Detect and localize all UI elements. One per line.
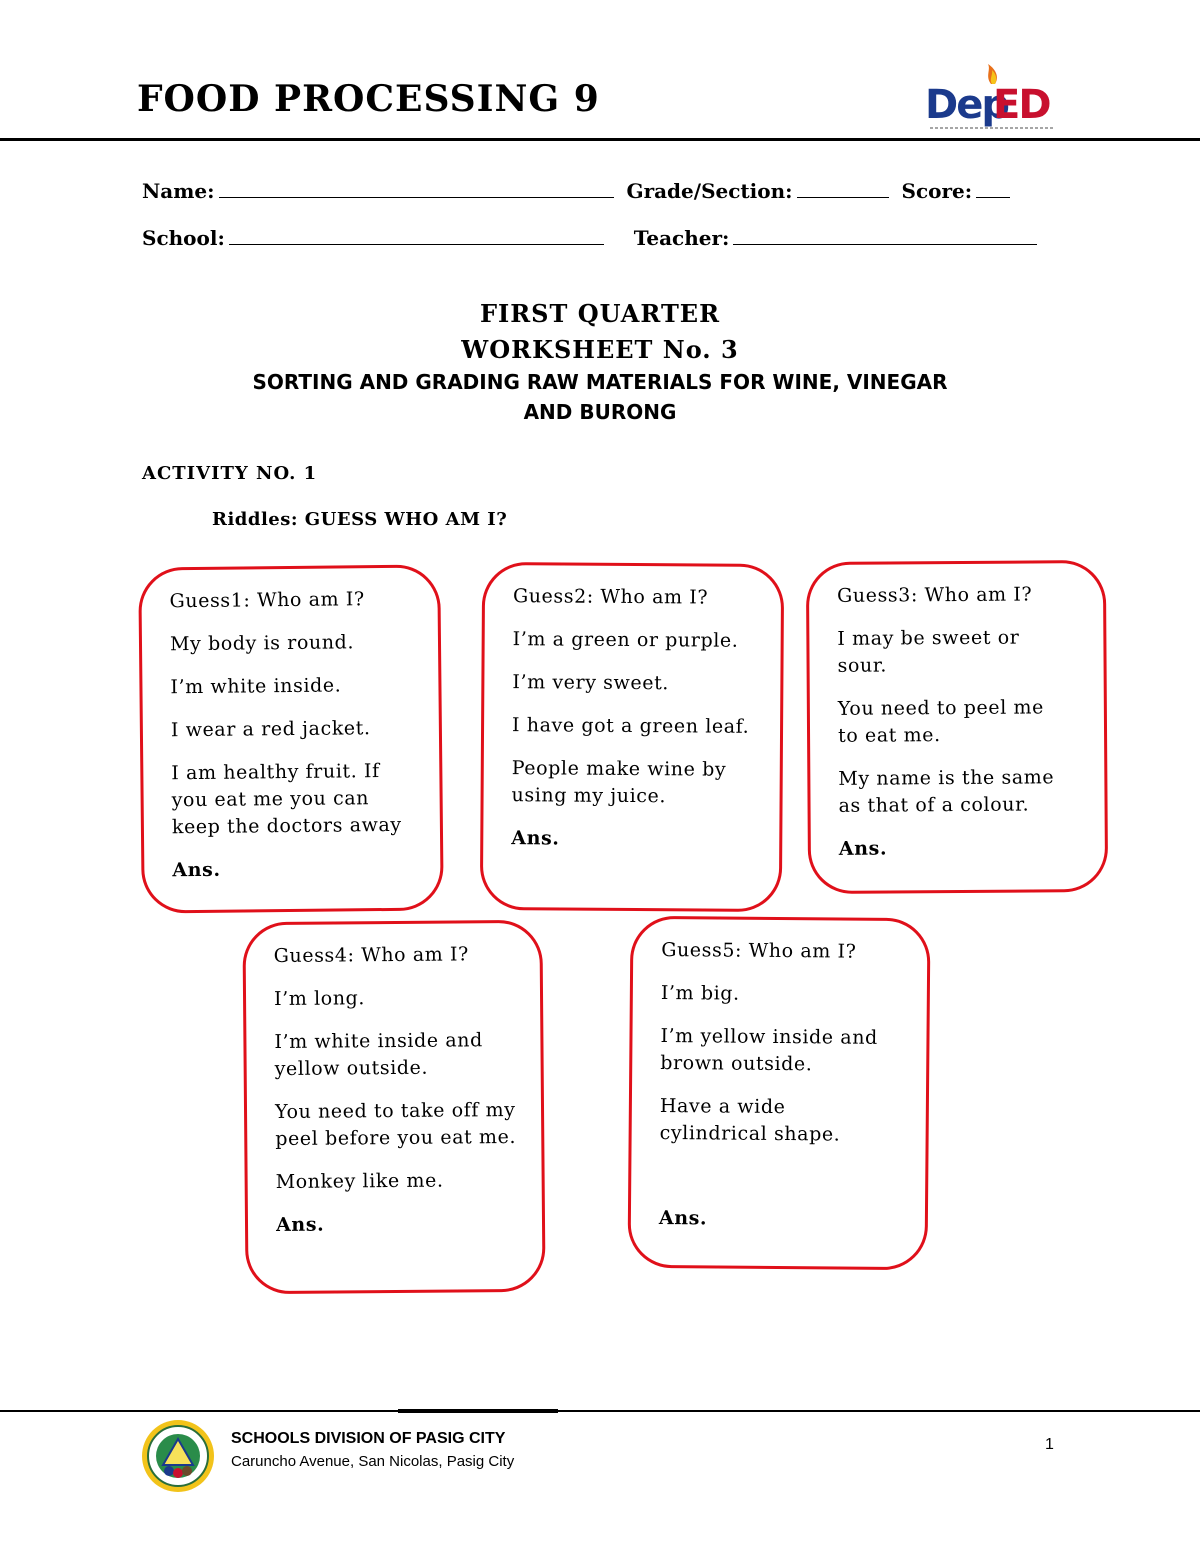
card-title: Guess3: Who am I? xyxy=(837,583,1033,607)
svg-text:ED: ED xyxy=(993,82,1050,128)
card-line: Monkey like me. xyxy=(275,1169,444,1194)
riddle-card-5 xyxy=(627,916,930,1271)
score-field[interactable] xyxy=(976,179,1010,198)
footer-rule-accent xyxy=(398,1409,558,1413)
card-line: I’m white inside. xyxy=(170,674,342,699)
card-line: I have got a green leaf. xyxy=(512,714,750,738)
riddle-card-1 xyxy=(138,564,444,913)
name-field[interactable] xyxy=(219,179,614,198)
teacher-field[interactable] xyxy=(733,226,1037,245)
score-label: Score: xyxy=(901,179,973,203)
card-line: I’m yellow inside and brown outside. xyxy=(660,1024,878,1076)
card-title: Guess5: Who am I? xyxy=(661,938,857,963)
footer-organization: SCHOOLS DIVISION OF PASIG CITY xyxy=(231,1430,506,1447)
card-line: I’m very sweet. xyxy=(512,671,670,695)
grade-section-field[interactable] xyxy=(797,179,889,198)
card-line: My name is the same as that of a colour. xyxy=(838,766,1055,817)
card-title: Guess1: Who am I? xyxy=(169,588,365,613)
card-line: People make wine by using my juice. xyxy=(511,757,727,808)
card-line: I’m white inside and yellow outside. xyxy=(274,1029,483,1081)
header-rule xyxy=(0,138,1200,141)
school-field[interactable] xyxy=(229,226,604,245)
school-label: School: xyxy=(142,226,225,250)
card-line: You need to take off my peel before you eat me. xyxy=(274,1098,517,1151)
card-line: I wear a red jacket. xyxy=(170,717,371,742)
card-line: I’m long. xyxy=(273,987,366,1011)
form-row-1 xyxy=(142,179,1016,203)
answer-label: Ans. xyxy=(838,837,888,860)
page-number: 1 xyxy=(1045,1436,1054,1453)
document-title: FOOD PROCESSING 9 xyxy=(137,78,600,120)
card-line: You need to peel me to eat me. xyxy=(837,696,1045,747)
card-line: I am healthy fruit. If you eat me you can keep the doctors away xyxy=(171,760,402,839)
card-line: I’m big. xyxy=(660,981,740,1005)
worksheet-heading: WORKSHEET No. 3 xyxy=(461,335,739,364)
card-title: Guess4: Who am I? xyxy=(273,943,469,968)
deped-logo xyxy=(925,62,1060,134)
torch-icon xyxy=(925,62,1060,134)
card-line: I may be sweet or sour. xyxy=(837,626,1020,677)
riddle-card-4 xyxy=(242,920,545,1295)
card-line: Have a wide cylindrical shape. xyxy=(659,1094,841,1146)
footer-address: Caruncho Avenue, San Nicolas, Pasig City xyxy=(231,1453,515,1470)
footer-rule xyxy=(0,1410,1200,1412)
answer-label: Ans. xyxy=(172,858,221,882)
quarter-heading: FIRST QUARTER xyxy=(479,299,721,328)
topic-heading-line2: AND BURONG xyxy=(523,400,677,424)
riddles-title: Riddles: GUESS WHO AM I? xyxy=(212,509,508,530)
svg-text:Dep: Dep xyxy=(925,82,1008,128)
form-row-2 xyxy=(142,226,1043,250)
riddle-card-2 xyxy=(480,562,784,912)
teacher-label: Teacher: xyxy=(633,226,730,250)
riddle-card-3 xyxy=(806,560,1108,894)
card-line: My body is round. xyxy=(169,631,355,656)
activity-label: ACTIVITY NO. 1 xyxy=(142,463,318,484)
topic-heading-line1: SORTING AND GRADING RAW MATERIALS FOR WINE, VINEGAR xyxy=(252,370,948,394)
answer-label: Ans. xyxy=(658,1206,708,1230)
grade-section-label: Grade/Section: xyxy=(626,179,793,203)
card-line: I’m a green or purple. xyxy=(512,628,739,652)
pasig-division-seal-icon xyxy=(141,1419,215,1493)
card-title: Guess2: Who am I? xyxy=(512,585,709,609)
answer-label: Ans. xyxy=(275,1213,325,1237)
answer-label: Ans. xyxy=(511,827,560,850)
name-label: Name: xyxy=(142,179,215,203)
